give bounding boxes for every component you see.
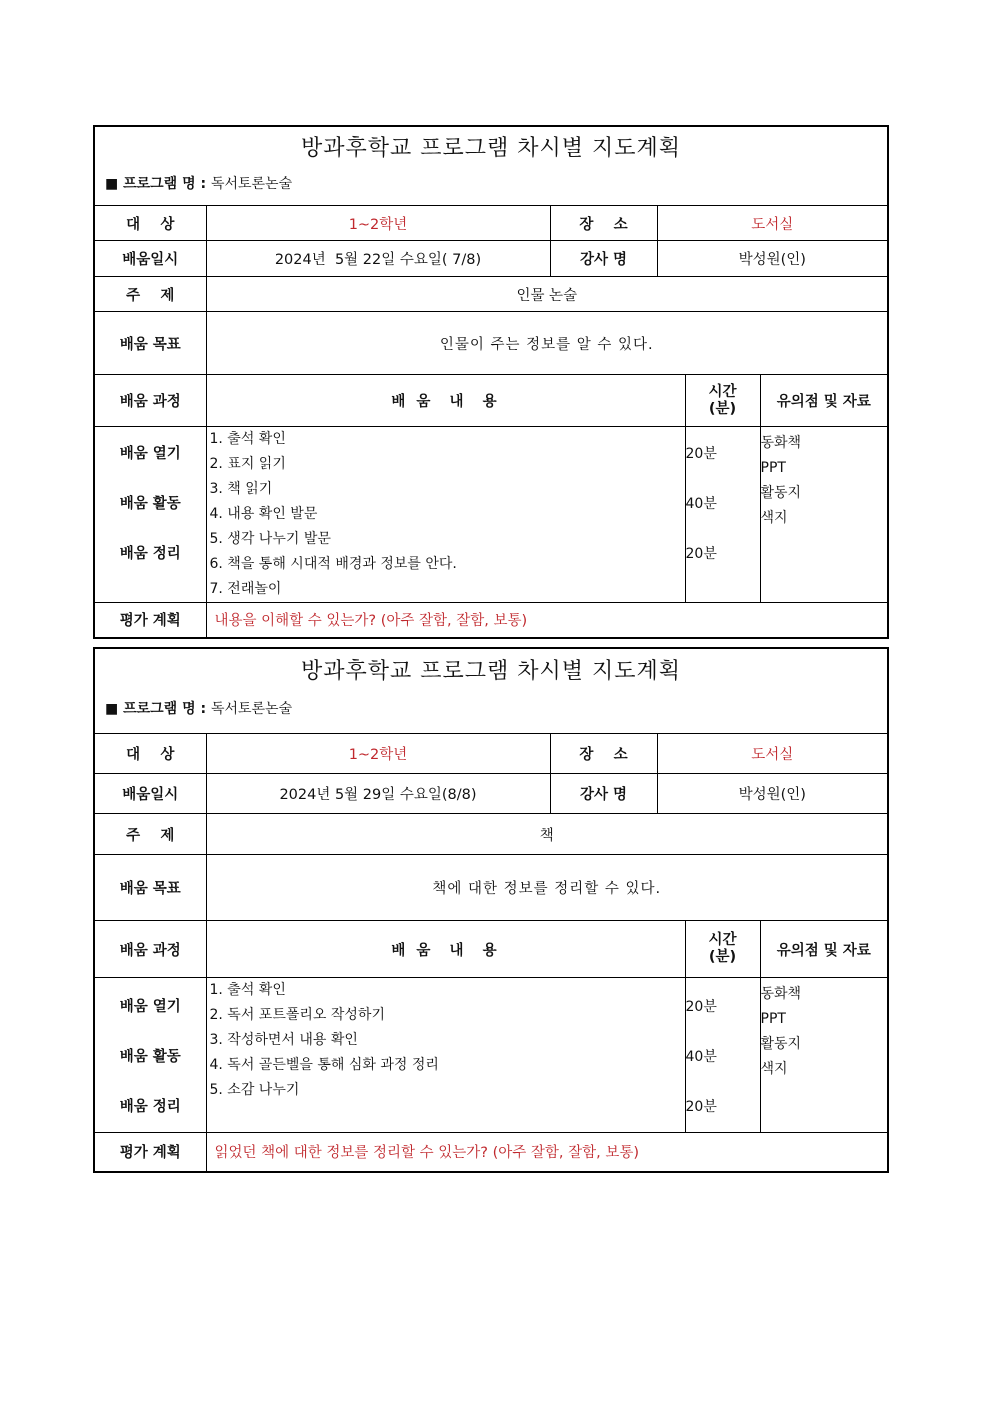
topic-label: 주 제 (95, 814, 206, 855)
program-label: ■ 프로그램 명 : (105, 701, 211, 717)
step-item: 2. 표지 읽기 (209, 456, 286, 472)
time-header (685, 375, 760, 427)
teacher-label: 강사 명 (550, 774, 657, 814)
time-activity: 40분 (685, 1049, 717, 1065)
goal-value: 책에 대한 정보를 정리할 수 있다. (206, 855, 887, 921)
teacher-label: 강사 명 (550, 241, 657, 277)
place-value: 도서실 (657, 206, 887, 241)
date-value: 2024년 5월 22일 수요일( 7/8) (206, 241, 550, 277)
date-value: 2024년 5월 29일 수요일(8/8) (206, 774, 550, 814)
place-value: 도서실 (657, 734, 887, 774)
stage-close: 배움 정리 (119, 1099, 181, 1115)
place-label: 장 소 (550, 734, 657, 774)
time-header-bottom: (분) (708, 949, 737, 965)
step-item: 1. 출석 확인 (209, 431, 286, 447)
material-item: 활동지 (760, 485, 802, 501)
time-open: 20분 (685, 999, 717, 1015)
time-header (685, 921, 760, 978)
plan-table (95, 205, 887, 637)
plan-table (95, 733, 887, 1171)
time-header-top: 시간 (708, 932, 737, 948)
target-label: 대 상 (95, 206, 206, 241)
material-item: 색지 (760, 1061, 788, 1077)
material-item: PPT (760, 460, 786, 476)
step-item: 3. 작성하면서 내용 확인 (209, 1032, 358, 1048)
topic-label: 주 제 (95, 277, 206, 312)
topic-value: 책 (206, 814, 887, 855)
material-item: 색지 (760, 510, 788, 526)
program-name-row (95, 695, 887, 733)
stage-column (95, 978, 206, 1133)
time-header-bottom: (분) (708, 400, 737, 417)
time-activity: 40분 (685, 496, 717, 512)
times-cell (685, 978, 760, 1133)
time-open: 20분 (685, 446, 717, 462)
lesson-plan-1 (93, 125, 889, 639)
teacher-value: 박성원(인) (657, 241, 887, 277)
evaluation-label: 평가 계획 (95, 1133, 206, 1171)
target-value: 1~2학년 (206, 206, 550, 241)
steps-cell (206, 427, 685, 603)
stage-column (95, 427, 206, 603)
step-item: 4. 내용 확인 발문 (209, 506, 318, 522)
date-label: 배움일시 (95, 774, 206, 814)
evaluation-label: 평가 계획 (95, 603, 206, 637)
time-close: 20분 (685, 1099, 717, 1115)
steps-cell (206, 978, 685, 1133)
evaluation-value: 읽었던 책에 대한 정보를 정리할 수 있는가? (아주 잘함, 잘함, 보통) (206, 1133, 887, 1171)
step-item: 5. 생각 나누기 발문 (209, 531, 331, 547)
plan-title: 방과후학교 프로그램 차시별 지도계획 (300, 659, 681, 684)
time-header-top: 시간 (708, 383, 737, 400)
goal-label: 배움 목표 (95, 855, 206, 921)
stage-open: 배움 열기 (119, 446, 181, 462)
content-header: 배 움 내 용 (206, 375, 685, 427)
step-item: 6. 책을 통해 시대적 배경과 정보를 안다. (209, 556, 457, 572)
step-item: 2. 독서 포트폴리오 작성하기 (209, 1007, 385, 1023)
step-item: 1. 출석 확인 (209, 982, 286, 998)
times-cell (685, 427, 760, 603)
materials-cell (760, 427, 887, 603)
material-item: 동화책 (760, 986, 802, 1002)
step-item: 5. 소감 나누기 (209, 1082, 300, 1098)
step-item: 3. 책 읽기 (209, 481, 273, 497)
notes-header: 유의점 및 자료 (760, 921, 887, 978)
program-name-row (95, 171, 887, 205)
program-name: 독서토론논술 (210, 176, 293, 192)
content-header: 배 움 내 용 (206, 921, 685, 978)
material-item: PPT (760, 1011, 786, 1027)
materials-cell (760, 978, 887, 1133)
lesson-plan-2 (93, 647, 889, 1173)
goal-label: 배움 목표 (95, 312, 206, 375)
process-header: 배움 과정 (95, 375, 206, 427)
evaluation-value: 내용을 이해할 수 있는가? (아주 잘함, 잘함, 보통) (206, 603, 887, 637)
stage-close: 배움 정리 (119, 546, 181, 562)
stage-activity: 배움 활동 (119, 496, 181, 512)
topic-value: 인물 논술 (206, 277, 887, 312)
plan-title: 방과후학교 프로그램 차시별 지도계획 (300, 136, 681, 161)
notes-header: 유의점 및 자료 (760, 375, 887, 427)
material-item: 동화책 (760, 435, 802, 451)
program-name: 독서토론논술 (210, 701, 293, 717)
program-label: ■ 프로그램 명 : (105, 176, 211, 192)
date-label: 배움일시 (95, 241, 206, 277)
target-label: 대 상 (95, 734, 206, 774)
time-close: 20분 (685, 546, 717, 562)
stage-open: 배움 열기 (119, 999, 181, 1015)
teacher-value: 박성원(인) (657, 774, 887, 814)
step-item: 4. 독서 골든벨을 통해 심화 과정 정리 (209, 1057, 439, 1073)
place-label: 장 소 (550, 206, 657, 241)
target-value: 1~2학년 (206, 734, 550, 774)
process-header: 배움 과정 (95, 921, 206, 978)
step-item: 7. 전래놀이 (209, 581, 282, 597)
stage-activity: 배움 활동 (119, 1049, 181, 1065)
goal-value: 인물이 주는 정보를 알 수 있다. (206, 312, 887, 375)
material-item: 활동지 (760, 1036, 802, 1052)
